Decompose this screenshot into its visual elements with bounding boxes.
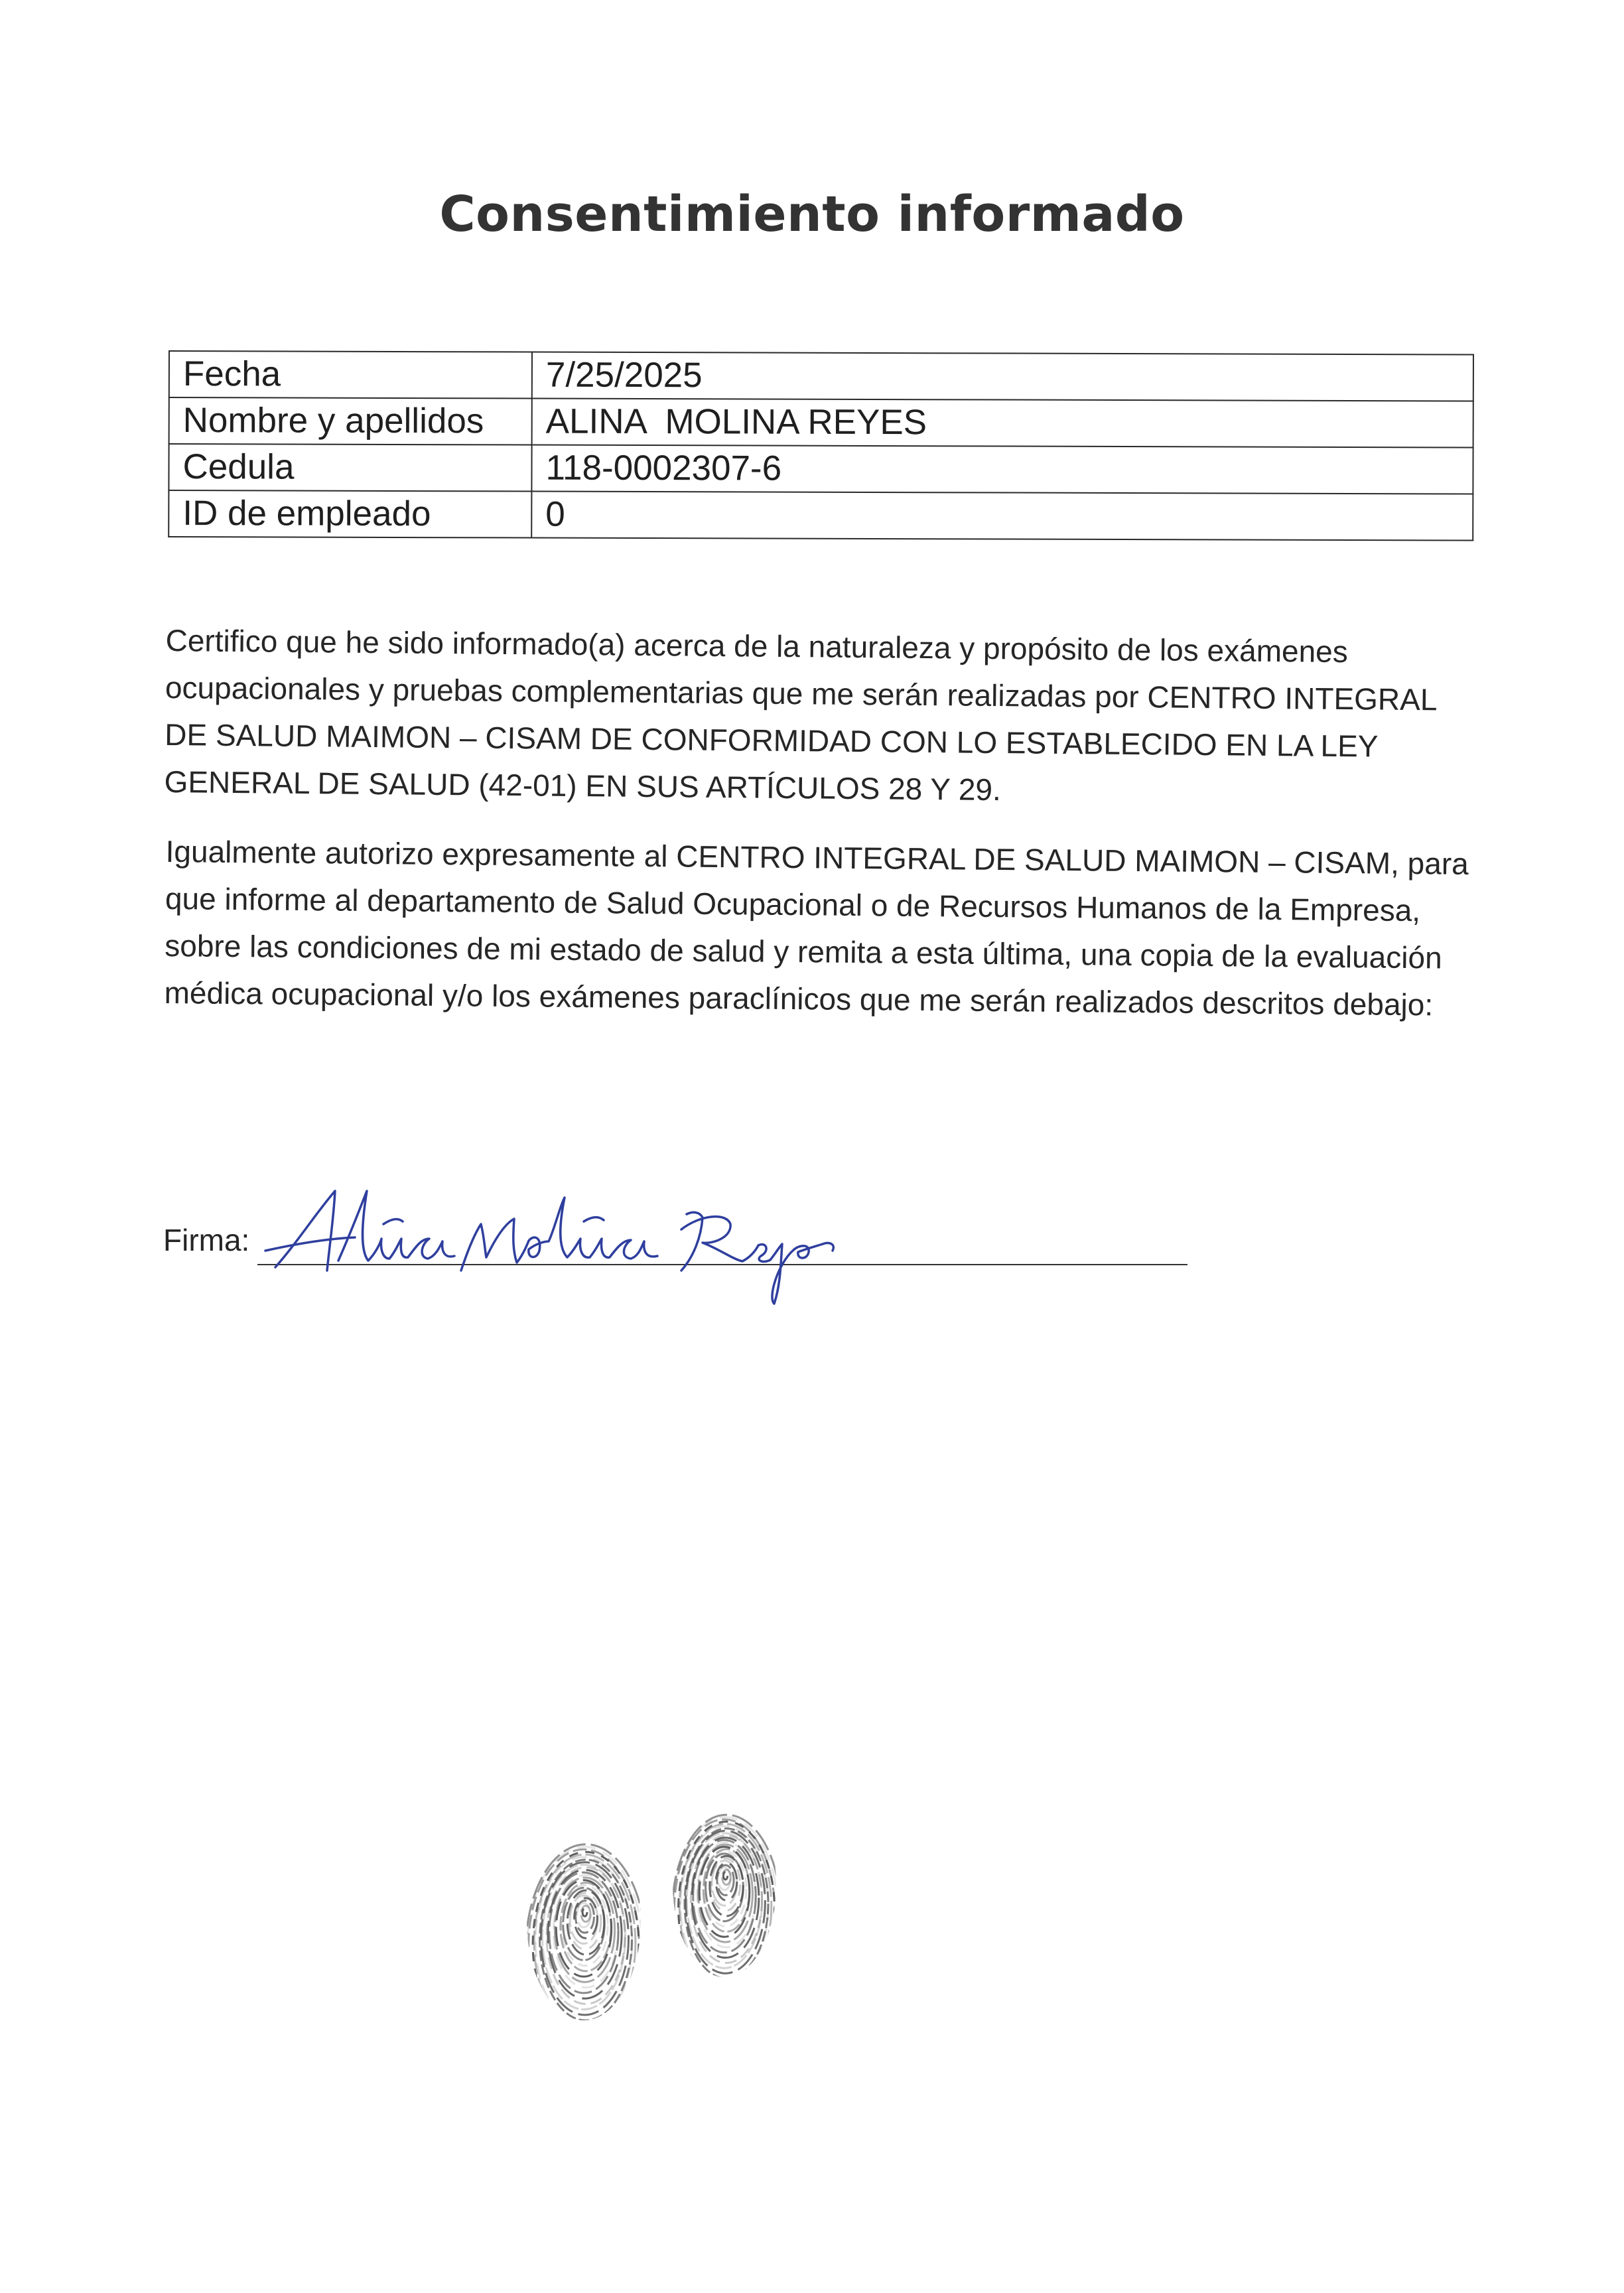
row-value-cedula: 118-0002307-6 (531, 445, 1473, 494)
row-label-fecha: Fecha (169, 351, 532, 399)
row-value-fecha: 7/25/2025 (532, 352, 1473, 401)
fingerprint-icon (491, 1778, 796, 2044)
handwritten-signature (262, 1178, 846, 1310)
page-title: Consentimiento informado (439, 186, 1185, 243)
table-row (169, 490, 1473, 540)
table-row (169, 397, 1473, 447)
table-row (169, 444, 1473, 494)
row-value-nombre: ALINA MOLINA REYES (532, 399, 1473, 448)
signature-label: Firma: (163, 1223, 250, 1257)
employee-info-table (168, 350, 1474, 541)
row-value-id-empleado: 0 (531, 492, 1473, 541)
table-row (169, 351, 1473, 401)
row-label-id-empleado: ID de empleado (169, 490, 531, 538)
consent-paragraph-1: Certifico que he sido informado(a) acerca de la naturaleza y propósito de los exámenes ocupacionales y pruebas complementarias que me serán realizadas por CENTRO INTEGRAL DE SALUD MAIMON – CISAM DE CONFORMIDAD CON LO ESTABLECIDO EN LA LEY GENERAL DE SALUD (42-01) EN SUS ARTÍCULOS 28 Y 29. (164, 622, 1436, 807)
row-label-cedula: Cedula (169, 444, 531, 492)
consent-paragraph-2: Igualmente autorizo expresamente al CENTRO INTEGRAL DE SALUD MAIMON – CISAM, para que informe al departamento de Salud Ocupacional o de Recursos Humanos de la Empresa, sobre las condiciones de mi estado de salud y remita a esta última, una copia de la evaluación médica ocupacional y/o los exámenes paraclínicos que me serán realizados descritos debajo: (164, 833, 1469, 1022)
row-label-nombre: Nombre y apellidos (169, 397, 532, 445)
